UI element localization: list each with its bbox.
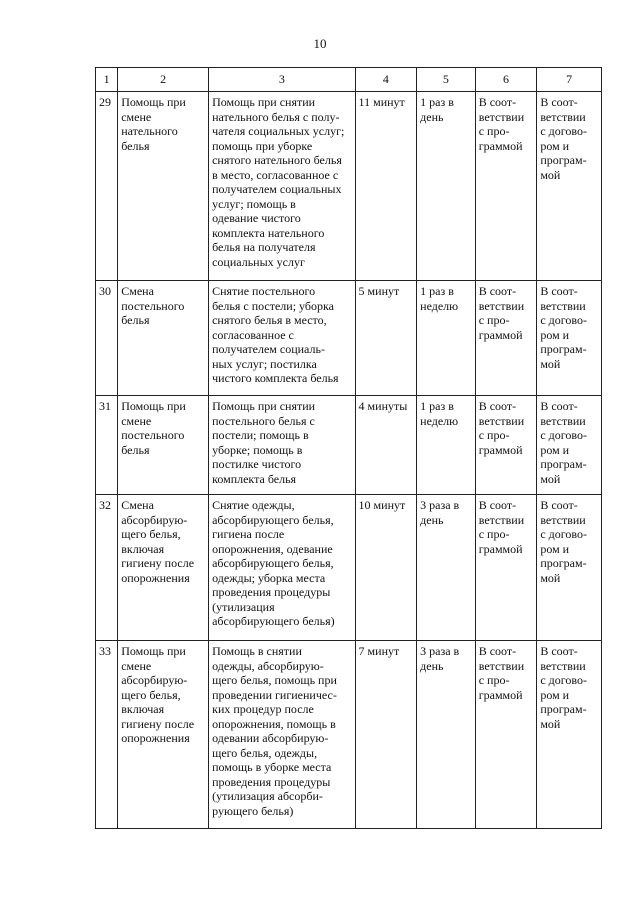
- service-time: 11 минут: [355, 92, 417, 281]
- service-col6: В соот- ветствии с про- граммой: [475, 281, 537, 396]
- service-frequency: 1 раз в неделю: [417, 281, 476, 396]
- service-col7: В соот- ветствии с догово- ром и програм- мой: [537, 396, 602, 495]
- row-number: 33: [96, 641, 118, 829]
- row-number: 30: [96, 281, 118, 396]
- table-body: [96, 92, 602, 829]
- service-content: Помощь при снятии нательного белья с полу- чателя социальных услуг; помощь при уборке снятого нательного белья в место, согласованное с получателем социальных услуг; помощь в одевание чистого комплекта нательного белья на получателя социальных услуг: [209, 92, 355, 281]
- page-number: 10: [313, 36, 327, 51]
- service-content: Помощь при снятии постельного белья с постели; помощь в уборке; помощь в постилке чистого комплекта белья: [209, 396, 355, 495]
- table-row: [96, 281, 602, 396]
- service-content: Снятие одежды, абсорбирующего белья, гигиена после опорожнения, одевание абсорбирующего белья, одежды; уборка места проведения процедуры (утилизация абсорбирующего белья): [209, 495, 355, 641]
- service-name: Смена абсорбирую- щего белья, включая гигиену после опорожнения: [118, 495, 209, 641]
- header-col-1: 1: [96, 68, 118, 92]
- service-col7: В соот- ветствии с догово- ром и програм- мой: [537, 92, 602, 281]
- services-table: [95, 67, 602, 829]
- service-time: 5 минут: [355, 281, 417, 396]
- service-col7: В соот- ветствии с догово- ром и програм- мой: [537, 641, 602, 829]
- service-frequency: 3 раза в день: [417, 641, 476, 829]
- service-time: 4 минуты: [355, 396, 417, 495]
- row-number: 29: [96, 92, 118, 281]
- service-col7: В соот- ветствии с догово- ром и програм- мой: [537, 281, 602, 396]
- service-time: 10 минут: [355, 495, 417, 641]
- header-col-7: 7: [537, 68, 602, 92]
- service-time: 7 минут: [355, 641, 417, 829]
- header-col-5: 5: [417, 68, 476, 92]
- header-row: [96, 68, 602, 92]
- table-row: [96, 495, 602, 641]
- service-content: Снятие постельного белья с постели; уборка снятого белья в место, согласованное с получателем социаль- ных услуг; постилка чистого комплекта белья: [209, 281, 355, 396]
- header-col-4: 4: [355, 68, 417, 92]
- service-content: Помощь в снятии одежды, абсорбирую- щего белья, помощь при проведении гигиеничес- ких процедур после опорожнения, помощь в одевании абсорбирую- щего белья, одежды, помощь в уборке места проведения процедуры (утилизация абсорби- рующего белья): [209, 641, 355, 829]
- service-col6: В соот- ветствии с про- граммой: [475, 92, 537, 281]
- service-name: Помощь при смене нательного белья: [118, 92, 209, 281]
- service-frequency: 1 раз в неделю: [417, 396, 476, 495]
- row-number: 31: [96, 396, 118, 495]
- table-row: [96, 92, 602, 281]
- service-frequency: 1 раз в день: [417, 92, 476, 281]
- row-number: 32: [96, 495, 118, 641]
- service-name: Смена постельного белья: [118, 281, 209, 396]
- header-col-6: 6: [475, 68, 537, 92]
- table-header: [96, 68, 602, 92]
- service-name: Помощь при смене абсорбирую- щего белья, включая гигиену после опорожнения: [118, 641, 209, 829]
- service-col6: В соот- ветствии с про- граммой: [475, 641, 537, 829]
- service-col7: В соот- ветствии с догово- ром и програм- мой: [537, 495, 602, 641]
- header-col-3: 3: [209, 68, 355, 92]
- service-frequency: 3 раза в день: [417, 495, 476, 641]
- table-row: [96, 396, 602, 495]
- service-name: Помощь при смене постельного белья: [118, 396, 209, 495]
- service-col6: В соот- ветствии с про- граммой: [475, 396, 537, 495]
- header-col-2: 2: [118, 68, 209, 92]
- service-col6: В соот- ветствии с про- граммой: [475, 495, 537, 641]
- table-row: [96, 641, 602, 829]
